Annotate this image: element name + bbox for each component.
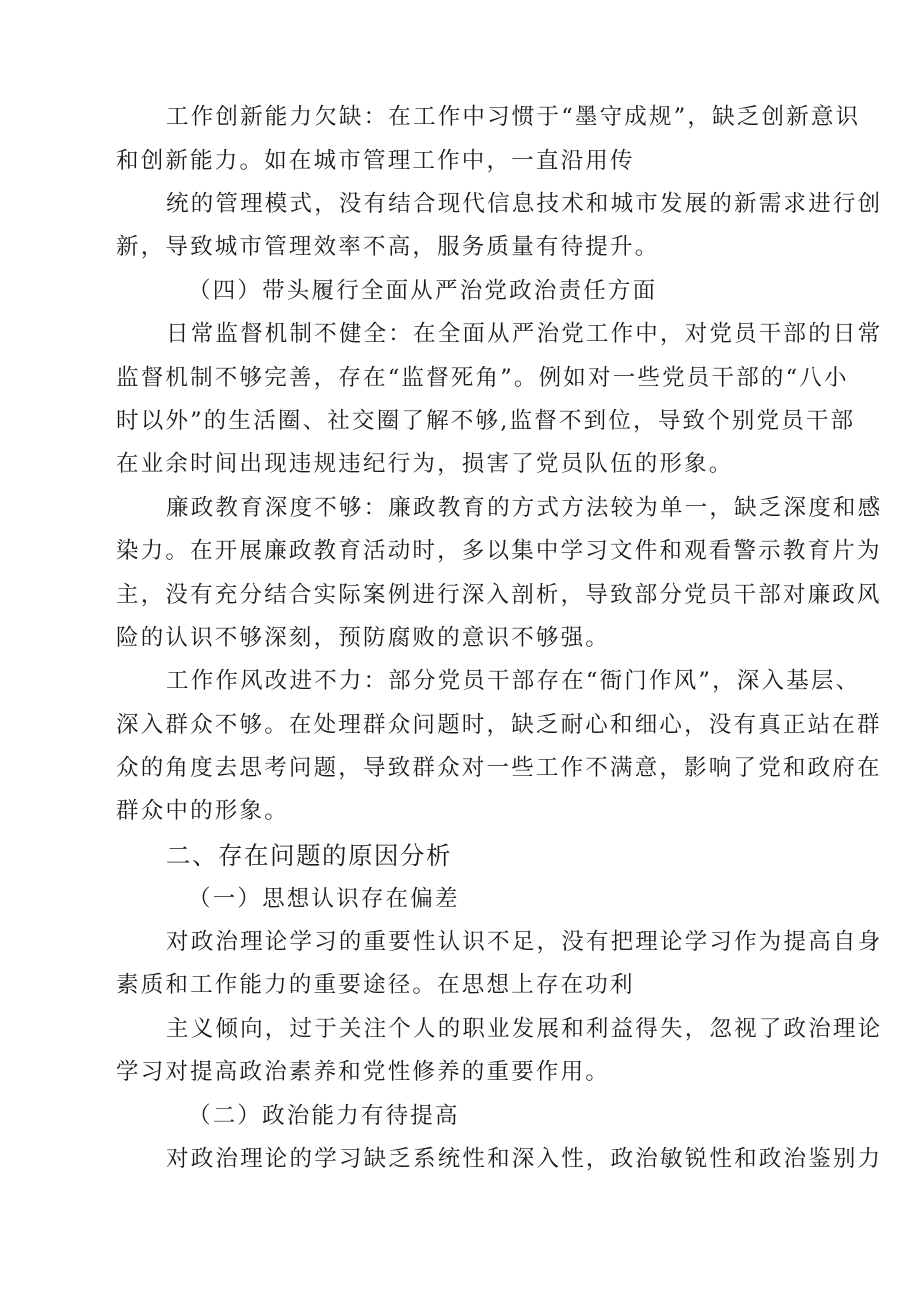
paragraph-line: 在业余时间出现违规违纪行为，损害了党员队伍的形象。 [116, 451, 734, 477]
paragraph-line: 染力。在开展廉政教育活动时，多以集中学习文件和观看警示教育片为 [116, 538, 882, 564]
paragraph-line: 学习对提高政治素养和党性修养的重要作用。 [116, 1059, 611, 1085]
paragraph-line: 险的认识不够深刻，预防腐败的意识不够强。 [116, 625, 611, 651]
section-heading: 二、存在问题的原因分析 [166, 841, 452, 870]
paragraph-line: 众的角度去思考问题，导致群众对一些工作不满意，影响了党和政府在 [116, 755, 882, 781]
paragraph-line: 对政治理论学习的重要性认识不足，没有把理论学习作为提高自身 [166, 929, 883, 955]
paragraph-line: 日常监督机制不健全：在全面从严治党工作中，对党员干部的日常 [166, 321, 883, 347]
subsection-heading: （四）带头履行全面从严治党政治责任方面 [188, 278, 658, 304]
paragraph-line: 统的管理模式，没有结合现代信息技术和城市发展的新需求进行创 [166, 191, 883, 217]
paragraph-line: 新，导致城市管理效率不高，服务质量有待提升。 [116, 234, 660, 260]
paragraph-line: 群众中的形象。 [116, 798, 289, 824]
paragraph-line: 监督机制不够完善，存在“监督死角”。例如对一些党员干部的“八小 [116, 365, 849, 391]
paragraph-line: 时以外”的生活圈、社交圈了解不够,监督不到位，导致个别党员干部 [116, 408, 856, 434]
paragraph-line: 素质和工作能力的重要途径。在思想上存在功利 [116, 972, 635, 998]
paragraph-line: 深入群众不够。在处理群众问题时，缺乏耐心和细心，没有真正站在群 [116, 712, 882, 738]
paragraph-line: 工作创新能力欠缺：在工作中习惯于“墨守成规”，缺乏创新意识 [166, 104, 861, 130]
paragraph-line: 工作作风改进不力：部分党员干部存在“衙门作风”，深入基层、 [166, 668, 861, 694]
paragraph-line: 廉政教育深度不够：廉政教育的方式方法较为单一，缺乏深度和感 [166, 495, 883, 521]
subsection-heading: （一）思想认识存在偏差 [188, 886, 460, 912]
paragraph-line: 主义倾向，过于关注个人的职业发展和利益得失，忽视了政治理论 [166, 1016, 883, 1042]
paragraph-line: 和创新能力。如在城市管理工作中，一直沿用传 [116, 148, 635, 174]
subsection-heading: （二）政治能力有待提高 [188, 1103, 460, 1129]
paragraph-line: 主，没有充分结合实际案例进行深入剖析，导致部分党员干部对廉政风 [116, 582, 882, 608]
paragraph-line: 对政治理论的学习缺乏系统性和深入性，政治敏锐性和政治鉴别力 [166, 1146, 883, 1172]
